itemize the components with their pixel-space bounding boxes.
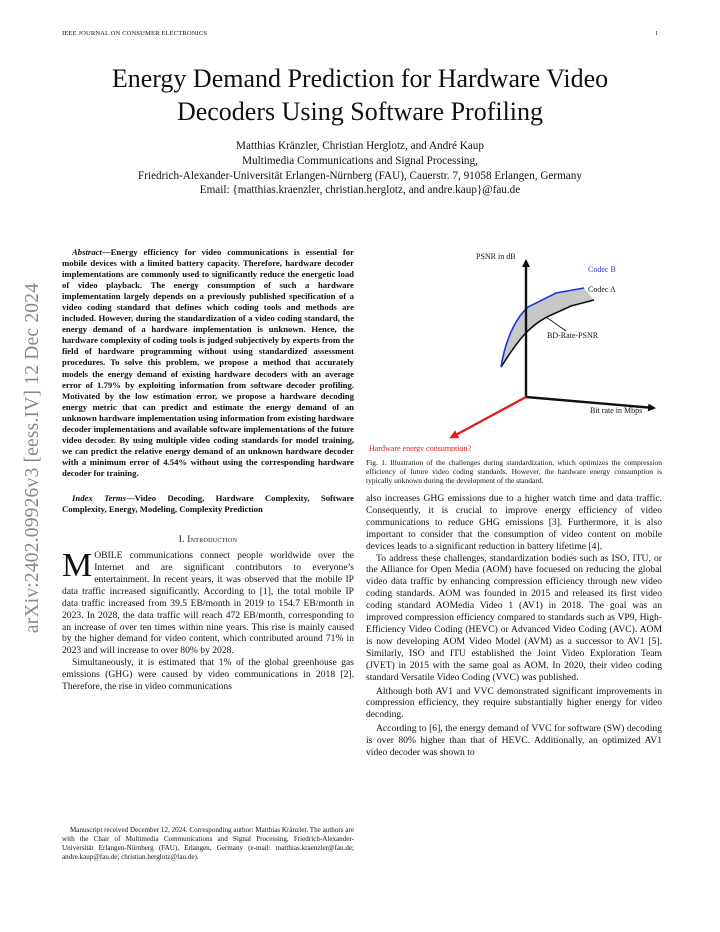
- figure-1-diagram: [366, 247, 662, 452]
- abstract-text: —Energy efficiency for video communications is essential for mobile devices with a limited battery capacity. Therefore, hardware decoder implementations are commonly used to significantly reduce the energetic load of video playback. The energy consumption of such a hardware implementation largely depends on a previously published specification of a video coding standard that defines which coding tools and methods are included. However, during the standardization of a video coding standard, the energy demand of a hardware implementation is unknown. Hence, the hardware complexity of coding tools is judged subjectively by experts from the field of hardware programming without using standardized assessment procedures. To solve this problem, we propose a method that accurately models the energy demand of existing hardware decoders with an average error of 1.79% by exploiting information from software decoder profiling. Motivated by the low estimation error, we propose a hardware decoding energy metric that can predict and estimate the energy demand of an unknown hardware implementation using information from existing hardware decoder implementations and available software implementations of the future video decoder. By using multiple video coding standards for model training, we can predict the relative energy demand of an unknown hardware decoder with a minimum error of 4.54% without using the corresponding hardware decoder for training.: [62, 247, 354, 478]
- left-column: [62, 247, 354, 693]
- arxiv-identifier: arXiv:2402.09926v3 [eess.IV] 12 Dec 2024: [22, 282, 43, 634]
- journal-header: IEEE JOURNAL ON CONSUMER ELECTRONICS: [62, 30, 208, 37]
- intro-paragraph-1-text: OBILE communications connect people worldwide over the Internet and are significant contributors to everyone’s entertainment. In recent years, it was observed that the mobile IP data traffic increased significantly. According to [1], the total mobile IP data traffic increased from 39.5 EB/month in 2019 to 154.7 EB/month in 2023. In 2028, the data traffic will reach 472 EB/month, corresponding to an increase of over ten times within nine years. This rise is mainly caused by the higher demand for video content, which contributed around 71% in 2023 and will increase to over 80% by 2028.: [62, 550, 354, 657]
- affiliation-line-1: Multimedia Communications and Signal Processing,: [242, 154, 478, 167]
- bd-rate-leader: [546, 317, 566, 331]
- page-number: 1: [655, 30, 659, 37]
- index-terms: [62, 493, 354, 515]
- codec-b-label: Codec B: [588, 265, 616, 274]
- intro-paragraph-3: To address these challenges, standardization bodies such as ISO, ITU, or the Alliance for Open Media (AOM) have focuesed on reducing the global video data traffic by enhancing compression efficiency through new video coding standards. AOM was founded in 2015 and released its first video coding standard AOMedia Video 1 (AV1) in 2018. The goal was an improved compression efficiency compared to standards such as VP9, High-Efficiency Video Coding (HEVC) or Advanced Video Coding (AVC). AOM is now developing AOM Video Model (AVM) as a successor to AV1 [5]. Similarly, ISO and ITU established the Joint Video Exploration Team (JVET) in 2015 with the same goal as AOM. In 2020, their video coding standard Versatile Video Coding (VVC) was published.: [366, 552, 662, 683]
- author-names: Matthias Kränzler, Christian Herglotz, and André Kaup: [236, 140, 484, 152]
- bd-rate-label: BD-Rate-PSNR: [547, 331, 599, 340]
- energy-axis-label: Hardware energy consumption?: [369, 444, 472, 452]
- y-axis-label: PSNR in dB: [476, 252, 516, 261]
- right-column: [366, 247, 662, 759]
- index-terms-text: —Video Decoding, Hardware Complexity, Software Complexity, Energy, Modeling, Complexity Prediction: [62, 492, 354, 515]
- intro-paragraph-2: Simultaneously, it is estimated that 1% of the global greenhouse gas emissions (GHG) were caused by video communications in 2018 [2]. Therefore, the rise in video communications: [62, 657, 354, 693]
- codec-a-label: Codec A: [588, 285, 616, 294]
- figure-1: [366, 247, 662, 452]
- intro-paragraph-1: [62, 547, 354, 657]
- abstract-lead: Abstract: [72, 247, 102, 257]
- x-axis-label: Bit rate in Mbps: [590, 406, 643, 415]
- arxiv-sidebar: [18, 248, 48, 668]
- intro-paragraph-2-cont: also increases GHG emissions due to a higher watch time and data traffic. Consequently, it is crucial to improve energy efficiency of video communications to reduce GHG emissions [3]. Furthermore, it is also important to consider that the consumption of video content on mobile devices leads to a significant reduction in battery lifetime [4].: [366, 493, 662, 552]
- intro-paragraph-5: According to [6], the energy demand of VVC for software (SW) decoding is over 80% higher than that of HEVC. Additionally, an optimized AV1 video decoder was shown to: [366, 723, 662, 759]
- author-block: [60, 139, 660, 198]
- index-terms-lead: Index Terms: [72, 492, 126, 503]
- section-heading-introduction: I. Introduction: [178, 534, 238, 545]
- drop-cap: M: [62, 547, 93, 585]
- paper-title: Energy Demand Prediction for Hardware Video Decoders Using Software Profiling: [111, 64, 609, 126]
- affiliation-line-2: Friedrich-Alexander-Universität Erlangen-Nürnberg (FAU), Cauerstr. 7, 91058 Erlangen, Germany: [138, 169, 582, 182]
- bd-rate-area: [501, 288, 594, 367]
- footnote: Manuscript received December 12, 2024. Corresponding author: Matthias Kränzler. The authors are with the Chair of Multimedia Communications and Signal Processing, Friedrich-Alexander-Universität Erlangen-Nürnberg (FAU), Erlangen, Germany (e-mail: matthias.kraenzler@fau.de; andre.kaup@fau.de; christian.herglotz@fau.de).: [62, 826, 354, 861]
- abstract: [62, 247, 354, 479]
- intro-paragraph-4: Although both AV1 and VVC demonstrated significant improvements in compression efficiency, they require substantially higher energy for video decoding.: [366, 685, 662, 721]
- author-email: Email: {matthias.kraenzler, christian.herglotz, and andre.kaup}@fau.de: [199, 184, 521, 197]
- figure-1-caption: Fig. 1. Illustration of the challenges during standardization, which optimizes the compression efficiency of future video coding standards. However, the hardware energy consumption is typically unknown during the development of the standard.: [366, 458, 662, 485]
- energy-axis: [452, 397, 526, 437]
